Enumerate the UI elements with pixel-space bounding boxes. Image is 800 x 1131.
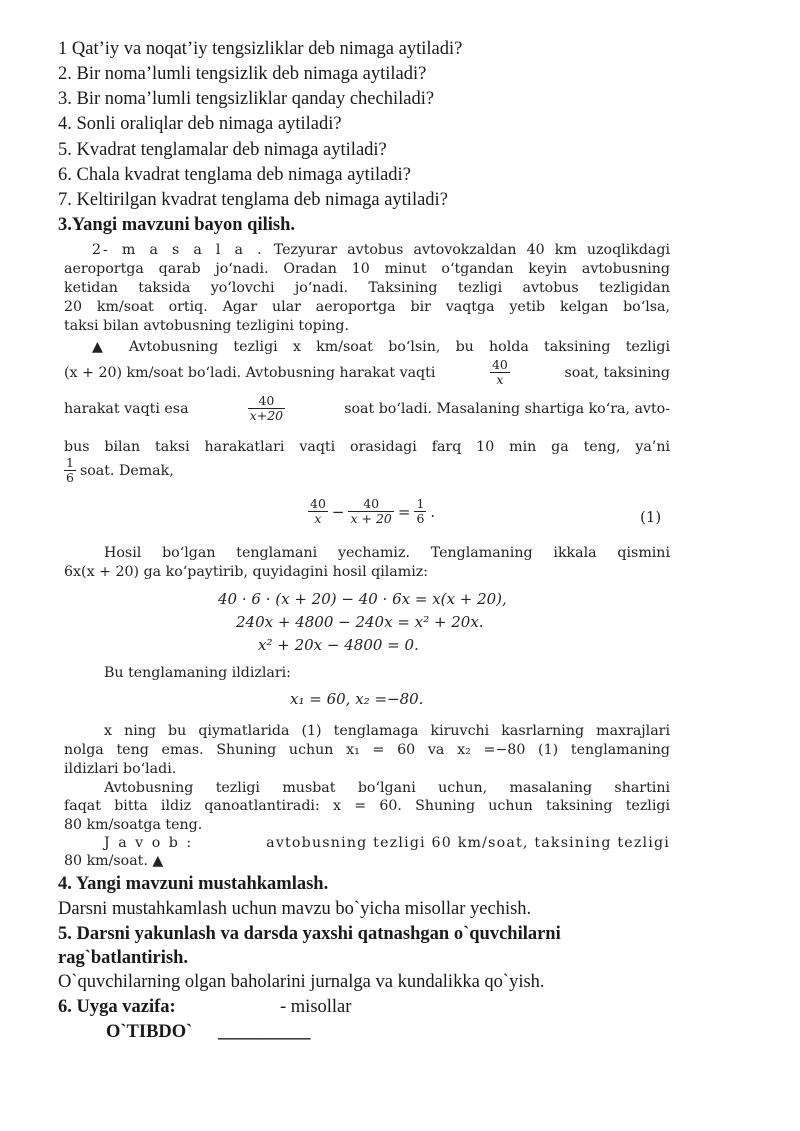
step-equation-2: 240x + 4800 − 240x = x² + 20x. xyxy=(236,613,484,631)
equation-1: $\frac{40}{x}$ − $\frac{40}{x + 20}$ = $\frac{1}{6}$ . xyxy=(310,496,436,526)
answer-line-2: 80 km/soat. ▲ xyxy=(64,853,164,869)
para2-line-1: Avtobusning tezligi musbat bo‘lgani uchun, masalaning shartini xyxy=(104,780,670,796)
roots: x₁ = 60, x₂ =−80. xyxy=(290,690,424,708)
roots-intro: Bu tenglamaning ildizlari: xyxy=(104,665,291,681)
answer-label: J a v o b : xyxy=(104,835,194,851)
solution-line-3: harakat vaqti esa $\frac{40}{x+20}$ soat bo‘ladi. Masalaning shartiga ko‘ra, avto- xyxy=(64,393,670,423)
section-5-text: O`quvchilarning olgan baholarini jurnalga va kundalikka qo`yish. xyxy=(58,972,545,992)
signature-label: O`TIBDO` xyxy=(106,1022,193,1042)
question-3: 3. Bir noma’lumli tengsizliklar qanday chechiladi? xyxy=(58,89,435,109)
para2-line-3: 80 km/soatga teng. xyxy=(64,817,203,833)
problem-line-4: 20 km/soat ortiq. Agar ular aeroportga bir vaqtga yetib kelgan bo‘lsa, xyxy=(64,299,670,315)
solution-line-2: (x + 20) km/soat bo‘ladi. Avtobusning harakat vaqti $\frac{40}{x}$ soat, taksining xyxy=(64,357,670,387)
problem-line-1: 2- m a s a l a . Tezyurar avtobus avtovokzaldan 40 km uzoqlikdagi xyxy=(92,242,670,258)
solution-line-4: bus bilan taksi harakatlari vaqti orasidagi farq 10 min ga teng, ya’ni xyxy=(64,439,670,455)
problem-line-5: taksi bilan avtobusning tezligini toping. xyxy=(64,318,350,334)
solution-line-5: $\frac{1}{6}$ soat. Demak, xyxy=(66,455,174,485)
question-5: 5. Kvadrat tenglamalar deb nimaga aytiladi? xyxy=(58,140,387,160)
para1-line-2: nolga teng emas. Shuning uchun x₁ = 60 va x₂ =−80 (1) tenglamaning xyxy=(64,742,670,758)
solve-line-1: Hosil bo‘lgan tenglamani yechamiz. Tenglamaning ikkala qismini xyxy=(104,545,670,561)
question-2: 2. Bir noma’lumli tengsizlik deb nimaga aytiladi? xyxy=(58,64,427,84)
problem-label: 2- m a s a l a . xyxy=(92,242,264,258)
question-1: 1 Qat’iy va noqat’iy tengsizliklar deb nimaga aytiladi? xyxy=(58,39,463,59)
section-5-heading-line-2: rag`batlantirish. xyxy=(58,948,189,968)
equation-number: (1) xyxy=(640,508,662,526)
section-5-heading-line-1: 5. Darsni yakunlash va darsda yaxshi qatnashgan o`quvchilarni xyxy=(58,924,561,944)
answer-line-1: J a v o b : avtobusning tezligi 60 km/soat, taksining tezligi xyxy=(104,835,670,851)
time-taxi-fraction: $\frac{40}{x+20}$ xyxy=(249,393,284,423)
section-3-heading: 3.Yangi mavzuni bayon qilish. xyxy=(58,215,295,235)
one-sixth-fraction: $\frac{1}{6}$ xyxy=(66,455,74,485)
step-equation-1: 40 · 6 · (x + 20) − 40 · 6x = x(x + 20), xyxy=(218,590,507,608)
section-4-text: Darsni mustahkamlash uchun mavzu bo`yicha misollar yechish. xyxy=(58,899,532,919)
section-4-heading: 4. Yangi mavzuni mustahkamlash. xyxy=(58,874,329,894)
question-6: 6. Chala kvadrat tenglama deb nimaga aytiladi? xyxy=(58,165,411,185)
question-4: 4. Sonli oraliqlar deb nimaga aytiladi? xyxy=(58,114,342,134)
signature-line: __________ xyxy=(218,1022,311,1042)
question-7: 7. Keltirilgan kvadrat tenglama deb nimaga aytiladi? xyxy=(58,190,448,210)
step-equation-3: x² + 20x − 4800 = 0. xyxy=(258,636,419,654)
para1-line-1: x ning bu qiymatlarida (1) tenglamaga kiruvchi kasrlarning maxrajlari xyxy=(104,723,670,739)
problem-line-3: ketidan taksida yo‘lovchi jo‘nadi. Taksining tezligi avtobus tezligidan xyxy=(64,280,670,296)
time-bus-fraction: $\frac{40}{x}$ xyxy=(491,357,508,387)
section-6-text: - misollar xyxy=(280,997,352,1017)
para2-line-2: faqat bitta ildiz qanoatlantiradi: x = 60. Shuning uchun taksining tezligi xyxy=(64,798,670,814)
problem-line-2: aeroportga qarab jo‘nadi. Oradan 10 minut o‘tgandan keyin avtobusning xyxy=(64,261,670,277)
para1-line-3: ildizlari bo‘ladi. xyxy=(64,761,177,777)
solution-line-1: ▲ Avtobusning tezligi x km/soat bo‘lsin, bu holda taksining tezligi xyxy=(92,339,670,355)
solve-line-2: 6x(x + 20) ga ko‘paytirib, quyidagini hosil qilamiz: xyxy=(64,564,429,580)
section-6-heading: 6. Uyga vazifa: xyxy=(58,997,176,1017)
